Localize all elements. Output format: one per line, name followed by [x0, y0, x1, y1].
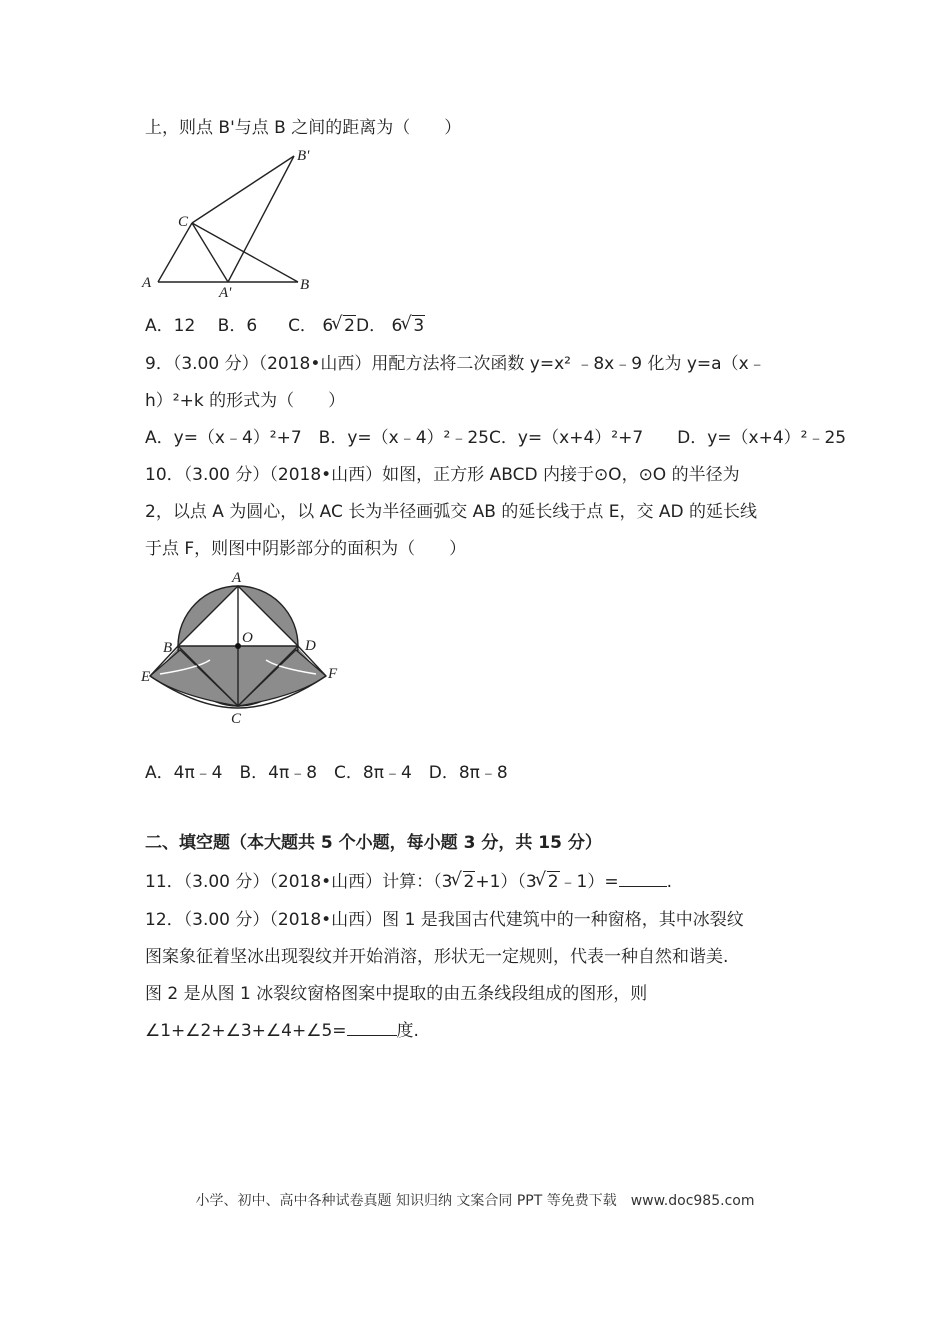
- q8-triangle-figure: [140, 146, 330, 298]
- q8-option-b: B．6: [217, 316, 258, 336]
- q12-line3: 图 2 是从图 1 冰裂纹窗格图案中提取的由五条线段组成的图形，则: [145, 984, 648, 1004]
- q11-answer-blank[interactable]: [619, 870, 667, 887]
- q10-line2: 2，以点 A 为圆心，以 AC 长为半径画弧交 AB 的延长线于点 E，交 AD 的延长线: [145, 502, 758, 522]
- q10-label-d: D: [305, 638, 316, 654]
- q8-options: [145, 314, 425, 338]
- q9-line1: 9．（3.00 分）（2018•山西）用配方法将二次函数 y=x² ﹣8x﹣9 化为 y=a（x﹣: [145, 354, 766, 374]
- q8-option-d: D． 6√ 3: [356, 316, 425, 336]
- page-footer: 小学、初中、高中各种试卷真题 知识归纳 文案合同 PPT 等免费下载 www.doc985.com: [195, 1193, 755, 1209]
- q10-label-e: E: [141, 669, 151, 685]
- q10-circle-figure: [138, 568, 348, 728]
- q10-label-o: O: [242, 630, 253, 646]
- q12-line2: 图案象征着坚冰出现裂纹并开始消溶，形状无一定规则，代表一种自然和谐美.: [145, 947, 729, 967]
- q12-answer-blank[interactable]: [347, 1019, 397, 1036]
- q8-label-b: B: [300, 277, 310, 293]
- q8-label-c: C: [178, 214, 189, 230]
- section-heading: 二、填空题（本大题共 5 个小题，每小题 3 分，共 15 分）: [145, 833, 602, 853]
- q10-label-b: B: [163, 640, 173, 656]
- q10-line3: 于点 F，则图中阴影部分的面积为（ ）: [145, 539, 467, 559]
- q10-label-a: A: [232, 570, 242, 586]
- q9-line2: h）²+k 的形式为（ ）: [145, 391, 346, 411]
- q10-label-c: C: [231, 711, 242, 727]
- q8-label-b-prime: B': [297, 148, 310, 164]
- q8-option-c: C． 6√ 2: [288, 316, 356, 336]
- q10-label-f: F: [328, 666, 338, 682]
- q8-label-a: A: [142, 275, 152, 291]
- q8-label-a-prime: A': [219, 285, 232, 298]
- q10-options: A．4π﹣4 B．4π﹣8 C．8π﹣4 D．8π﹣8: [145, 763, 508, 783]
- q11-line: 11．（3.00 分）（2018•山西）计算：（3√ 2+1）（3√ 2﹣1）= .: [145, 870, 672, 894]
- q10-line1: 10．（3.00 分）（2018•山西）如图，正方形 ABCD 内接于⊙O，⊙O 的半径为: [145, 465, 740, 485]
- q12-line4: ∠1+∠2+∠3+∠4+∠5= 度.: [145, 1021, 419, 1041]
- q8-stem-tail: 上，则点 B'与点 B 之间的距离为（ ）: [145, 118, 462, 138]
- q9-options: A．y=（x﹣4）²+7 B．y=（x﹣4）²﹣25C．y=（x+4）²+7 D．y=（x+4）²﹣25: [145, 428, 847, 448]
- q12-line1: 12．（3.00 分）（2018•山西）图 1 是我国古代建筑中的一种窗格，其中冰裂纹: [145, 910, 744, 930]
- q8-option-a: A．12: [145, 316, 196, 336]
